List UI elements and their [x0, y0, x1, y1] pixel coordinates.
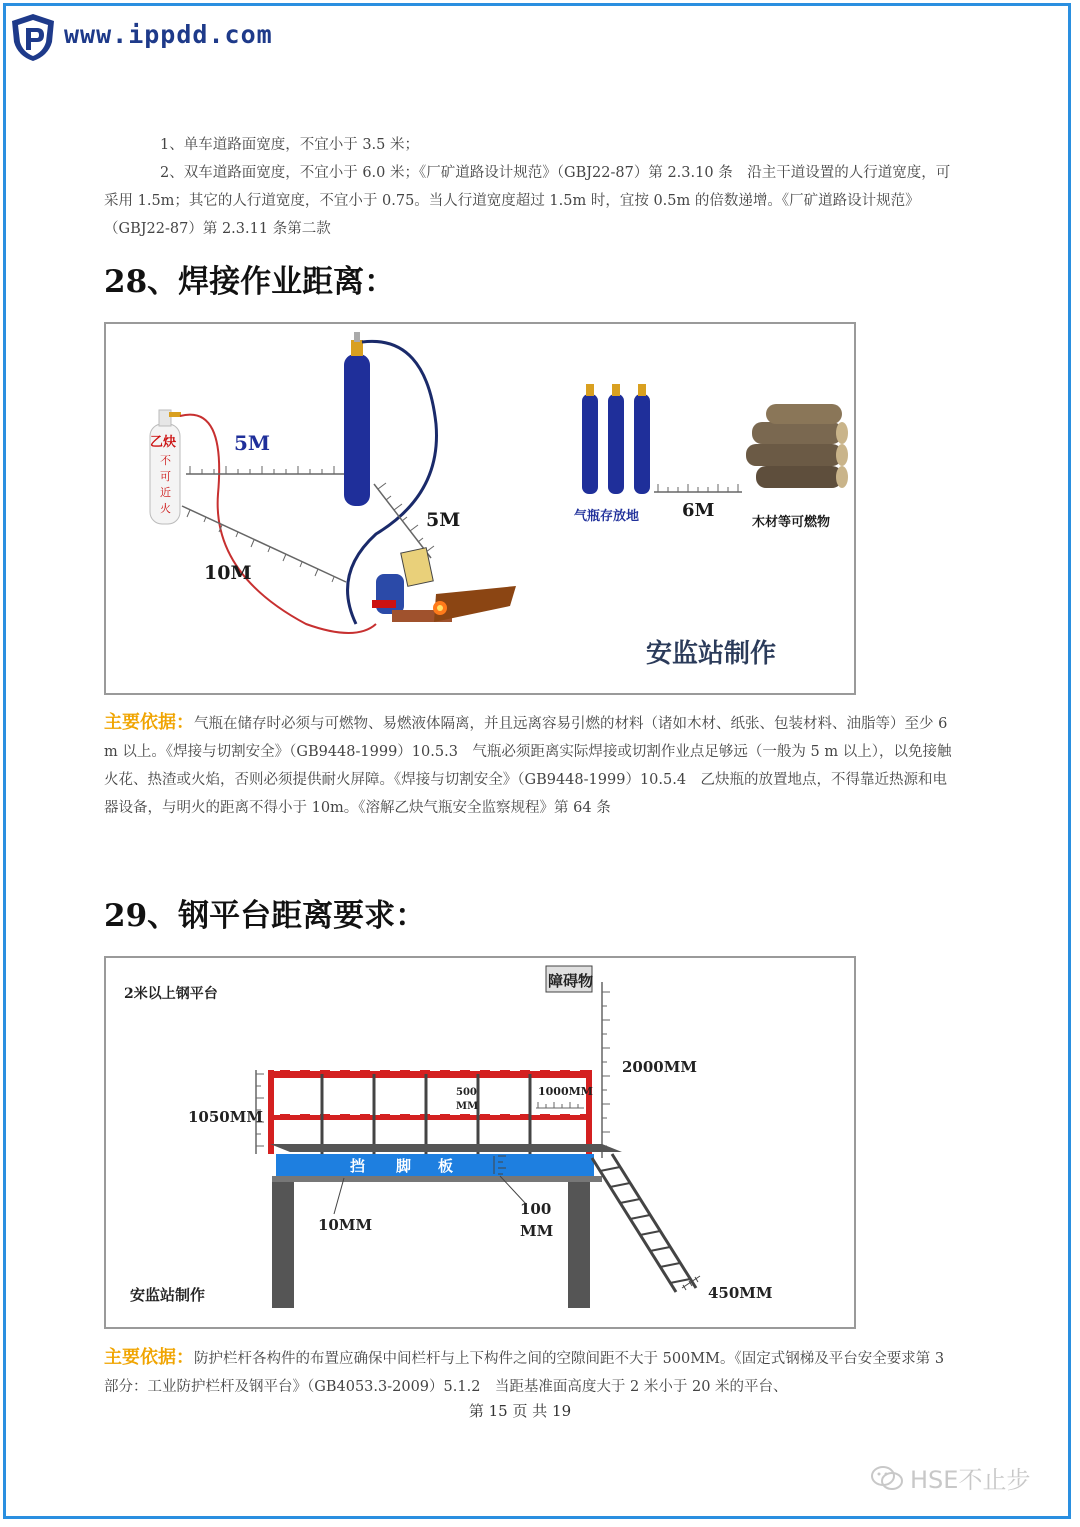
watermark-text: HSE不止步: [910, 1466, 1031, 1494]
basis-label-28: 主要依据：: [104, 712, 194, 733]
label-1050mm: 1050MM: [188, 1108, 263, 1126]
site-url[interactable]: www.ippdd.com: [64, 20, 273, 49]
label-10m: 10M: [204, 562, 252, 584]
toe-board-char-2: 脚: [396, 1157, 412, 1175]
wood-pile: [746, 404, 848, 530]
label-10mm: 10MM: [318, 1216, 373, 1234]
figure-credit-28: 安监站制作: [646, 639, 777, 669]
svg-text:火: 火: [160, 502, 171, 515]
steel-platform-figure: [104, 956, 856, 1329]
label-100-unit: MM: [520, 1222, 554, 1240]
label-6m: 6M: [682, 500, 715, 521]
platform-deck: [270, 1144, 622, 1182]
intro-paragraph: [104, 131, 954, 243]
label-1000mm: 1000MM: [538, 1085, 593, 1098]
label-5m-b: 5M: [426, 509, 461, 531]
ruler-6m: [654, 484, 742, 521]
pointer-10mm: [334, 1178, 344, 1214]
label-100: 100: [520, 1200, 552, 1218]
page-number: 第 15 页 共 19: [468, 1402, 572, 1420]
svg-text:近: 近: [160, 486, 171, 499]
cylinder-storage-group: [574, 384, 650, 524]
ruler-10m: [182, 506, 346, 584]
obstacle-box: [546, 966, 593, 992]
label-500: 500: [456, 1087, 477, 1098]
svg-text:不: 不: [160, 454, 171, 467]
label-2000mm: 2000MM: [622, 1058, 697, 1076]
oxygen-cylinder: [344, 332, 370, 506]
shield-p-logo-icon: [8, 12, 58, 62]
platform-leg-right: [568, 1182, 590, 1308]
section-29-basis: [104, 1344, 954, 1401]
welding-distance-figure: [104, 322, 856, 695]
figure-credit-29: 安监站制作: [130, 1286, 206, 1304]
intro-line-2: 2、双车道路面宽度，不宜小于 6.0 米；《厂矿道路设计规范》（GBJ22-87）第 2.3.10 条 沿主干道设置的人行道宽度，可采用 1.5m；其它的人行道宽度，不宜小于 0.75。当人行道宽度超过 1.5m 时，宜按 0.5m 的倍数递增。《厂矿道路设计规范》（GBJ22-87）第 2.3.11 条第二款: [104, 165, 951, 237]
toe-board-char-3: 板: [438, 1157, 454, 1175]
label-450mm: 450MM: [708, 1284, 773, 1302]
platform-leg-left: [272, 1182, 294, 1308]
toe-board-char-1: 挡: [350, 1157, 366, 1175]
ruler-2000mm: [602, 982, 697, 1158]
watermark: [870, 1460, 1030, 1495]
ruler-5m-horizontal: [186, 431, 344, 474]
section-28-basis: [104, 709, 954, 822]
section-29-heading: 29、钢平台距离要求：: [104, 898, 427, 934]
ruler-5m-diagonal: [374, 483, 460, 558]
platform-title: 2米以上钢平台: [124, 986, 218, 1002]
guard-railing: [268, 1070, 592, 1154]
wechat-icon: [870, 1464, 904, 1492]
basis-text-28: 气瓶在储存时必须与可燃物、易燃液体隔离，并且远离容易引燃的材料（诸如木材、纸张、包装材料、油脂等）至少 6 m 以上。《焊接与切割安全》（GB9448-1999）10.5.3 气瓶必须距离实际焊接或切割作业点足够远（一般为 5 m 以上），以免接触火花、热渣或火焰，否则必须提供耐火屏障。《焊接与切割安全》（GB9448-1999）10.5.4 乙炔瓶的放置地点，不得靠近热源和电器设备，与明火的距离不得小于 10m。《溶解乙炔气瓶安全监察规程》第 64 条: [104, 716, 952, 816]
welder-figure: [372, 548, 516, 622]
ruler-1050mm: [188, 1070, 264, 1154]
combustibles-label: 木材等可燃物: [752, 515, 831, 530]
acetylene-cylinder: [150, 410, 181, 524]
ladder: [592, 1154, 696, 1292]
cylinder-storage-label: 气瓶存放地: [574, 509, 640, 524]
basis-label-29: 主要依据：: [104, 1347, 194, 1368]
obstacle-label: 障碍物: [548, 972, 594, 990]
acetylene-label: 乙炔: [150, 435, 177, 450]
label-5m-a: 5M: [234, 431, 271, 455]
intro-line-1: 1、单车道路面宽度，不宜小于 3.5 米；: [160, 137, 420, 153]
section-28-heading: 28、焊接作业距离：: [104, 264, 396, 300]
svg-text:可: 可: [160, 470, 171, 483]
basis-text-29: 防护栏杆各构件的布置应确保中间栏杆与上下构件之间的空隙间距不大于 500MM。《固定式钢梯及平台安全要求第 3 部分：工业防护栏杆及钢平台》（GB4053.3-2009）5.1.2 当距基准面高度大于 2 米小于 20 米的平台、: [104, 1351, 945, 1395]
label-500-unit: MM: [456, 1101, 479, 1112]
ruler-1000mm: [536, 1085, 593, 1108]
